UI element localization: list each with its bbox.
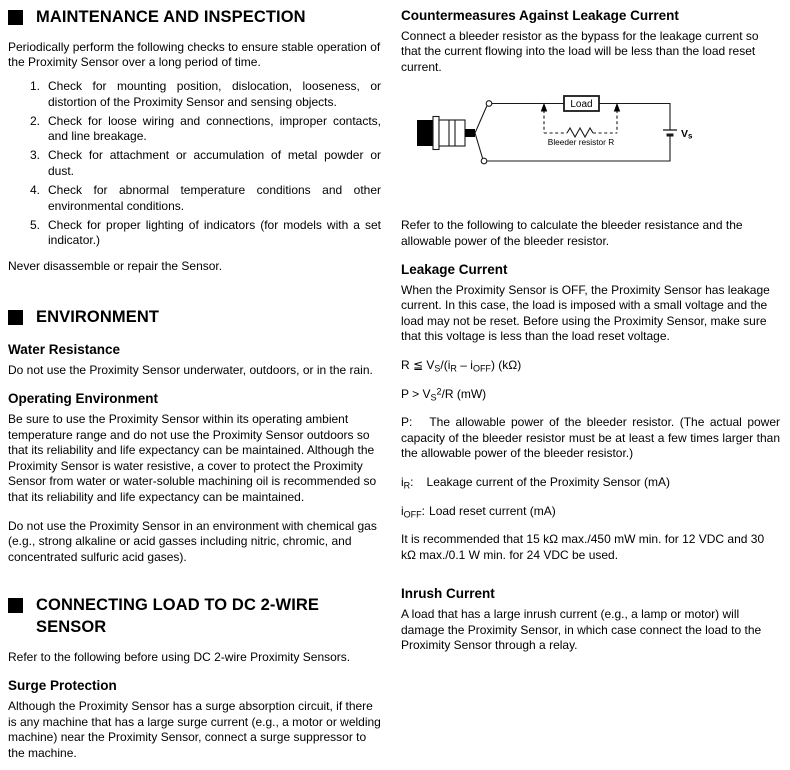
item-text: Check for loose wiring and connections, improper contacts, and line breakage. bbox=[48, 113, 381, 144]
right-column bbox=[401, 7, 780, 770]
water-resistance-title: Water Resistance bbox=[8, 342, 121, 358]
leakage-current-title: Leakage Current bbox=[401, 262, 508, 278]
leakage-current-definition bbox=[401, 475, 780, 491]
item-number: 5. bbox=[30, 217, 41, 232]
surge-protection-title: Surge Protection bbox=[8, 678, 117, 694]
def-label: P: bbox=[401, 415, 413, 430]
bleeder-circuit-diagram bbox=[401, 90, 780, 207]
load-box bbox=[564, 96, 599, 111]
reset-current-definition bbox=[401, 504, 780, 520]
checklist-item bbox=[8, 148, 381, 179]
operating-environment-title: Operating Environment bbox=[8, 391, 159, 407]
maintenance-intro: Periodically perform the following checks to ensure stable operation of the Proximity Sensor over a long period of time. bbox=[8, 39, 381, 70]
item-number: 3. bbox=[30, 148, 41, 163]
section-title-text: MAINTENANCE AND INSPECTION bbox=[36, 8, 306, 26]
item-number: 1. bbox=[30, 78, 41, 93]
section-title-text: ENVIRONMENT bbox=[36, 308, 160, 327]
inspection-checklist bbox=[8, 79, 381, 249]
circuit-svg bbox=[401, 90, 780, 202]
left-column bbox=[8, 7, 381, 770]
vs-v: V bbox=[681, 128, 689, 141]
section-environment-title bbox=[8, 307, 381, 329]
recommendation-text: It is recommended that 15 kΩ max./450 mW min. for 12 VDC and 30 kΩ max./0.1 W min. for 24 VDC be used. bbox=[401, 532, 765, 562]
formula-sub: OFF bbox=[472, 363, 491, 374]
def-label bbox=[401, 504, 429, 518]
formula-part: /(i bbox=[440, 358, 451, 373]
section-title-text: CONNECTING LOAD TO DC 2-WIRE SENSOR bbox=[36, 596, 319, 637]
checklist-item bbox=[8, 79, 381, 110]
bleeder-resistor-label: Bleeder resistor R bbox=[547, 137, 615, 148]
inrush-current-title: Inrush Current bbox=[401, 586, 495, 602]
proximity-sensor-icon bbox=[417, 101, 492, 164]
item-number: 4. bbox=[30, 183, 41, 198]
vs-sub: s bbox=[688, 131, 693, 141]
section-connecting-title bbox=[8, 595, 381, 639]
water-resistance-text: Do not use the Proximity Sensor underwater, outdoors, or in the rain. bbox=[8, 362, 373, 377]
section-marker-icon bbox=[8, 10, 23, 25]
def-label-part: i bbox=[401, 503, 404, 518]
maintenance-note: Never disassemble or repair the Sensor. bbox=[8, 258, 223, 273]
load-label: Load bbox=[570, 99, 593, 111]
checklist-item bbox=[8, 183, 381, 214]
def-text: The allowable power of the bleeder resistor. (The actual power capacity of the bleeder resistor must be at least a few times larger than the allowable power of the bleeder resistor.) bbox=[401, 415, 780, 461]
item-text: Check for mounting position, dislocation, looseness, or distortion of the Proximity Sensor and sensing objects. bbox=[48, 78, 381, 109]
operating-environment-text-2: Do not use the Proximity Sensor in an environment with chemical gas (e.g., strong alkaline or acid gasses including nitric, chromic, and concentrated sulfuric acid gases). bbox=[8, 518, 377, 564]
formula-sub: S bbox=[434, 363, 441, 374]
formula-part: R ≦ V bbox=[401, 358, 435, 373]
countermeasures-text: Connect a bleeder resistor as the bypass for the leakage current so that the current flowing into the load will be less than the load reset current. bbox=[401, 28, 759, 74]
formula-sub: S bbox=[430, 392, 437, 403]
formula-part: ) (kΩ) bbox=[490, 358, 522, 373]
circuit-wires bbox=[487, 104, 670, 162]
connecting-intro: Refer to the following before using DC 2-wire Proximity Sensors. bbox=[8, 649, 351, 664]
battery-icon bbox=[663, 128, 693, 141]
section-marker-icon bbox=[8, 598, 23, 613]
item-text: Check for proper lighting of indicators (for models with a set indicator.) bbox=[48, 217, 381, 248]
countermeasures-title: Countermeasures Against Leakage Current bbox=[401, 8, 679, 23]
operating-environment-text-1: Be sure to use the Proximity Sensor within its operating ambient temperature range and do not use the Proximity Sensor outdoors so that its reliability and life expectancy can be maintained. Although the Proximity Sensor is water resistive, a cover to protect the Proximity Sensor from water or water-soluble machining oil is recommended so that its reliability and life expectancy can be maintained. bbox=[8, 411, 377, 504]
formula-sub: R bbox=[450, 363, 457, 374]
def-label-part: : bbox=[410, 475, 414, 489]
def-text: Load reset current (mA) bbox=[429, 503, 556, 518]
item-number: 2. bbox=[30, 113, 41, 128]
power-definition bbox=[401, 415, 780, 462]
formula-sup: 2 bbox=[436, 386, 442, 397]
section-maintenance-title bbox=[8, 7, 381, 29]
def-label-sub: R bbox=[403, 480, 411, 491]
formula-part: P > V bbox=[401, 386, 431, 401]
def-label-part: : bbox=[421, 503, 426, 518]
formula-part: – i bbox=[456, 358, 473, 373]
def-label-part: i bbox=[401, 475, 404, 489]
checklist-item bbox=[8, 114, 381, 145]
formula-part: /R (mW) bbox=[441, 386, 487, 401]
item-text: Check for attachment or accumulation of metal powder or dust. bbox=[48, 148, 381, 178]
inrush-current-text: A load that has a large inrush current (e.g., a lamp or motor) will damage the Proximity Sensor, in which case connect the load to the Proximity Sensor through a relay. bbox=[401, 606, 762, 653]
resistance-formula bbox=[401, 358, 780, 374]
checklist-item bbox=[8, 218, 381, 249]
bleeder-calc-note: Refer to the following to calculate the bleeder resistance and the allowable power of the bleeder resistor. bbox=[401, 217, 743, 248]
def-label-sub: OFF bbox=[403, 509, 422, 520]
power-formula bbox=[401, 387, 780, 403]
surge-protection-text: Although the Proximity Sensor has a surge absorption circuit, if there is any machine that has a large surge current (e.g., a motor or welding machine) near the Proximity Sensor, connect a surge suppressor to the machine. bbox=[8, 698, 381, 760]
vs-label bbox=[681, 128, 693, 141]
section-marker-icon bbox=[8, 310, 23, 325]
def-label bbox=[401, 475, 427, 489]
item-text: Check for abnormal temperature conditions and other environmental conditions. bbox=[48, 183, 381, 213]
leakage-current-text: When the Proximity Sensor is OFF, the Proximity Sensor has leakage current. In this case, the load is imposed with a small voltage and the load may not be reset. Before using the Proximity Sensor, make sure that this voltage is less than the load reset voltage. bbox=[401, 282, 770, 344]
def-text: Leakage current of the Proximity Sensor (mA) bbox=[426, 475, 670, 489]
